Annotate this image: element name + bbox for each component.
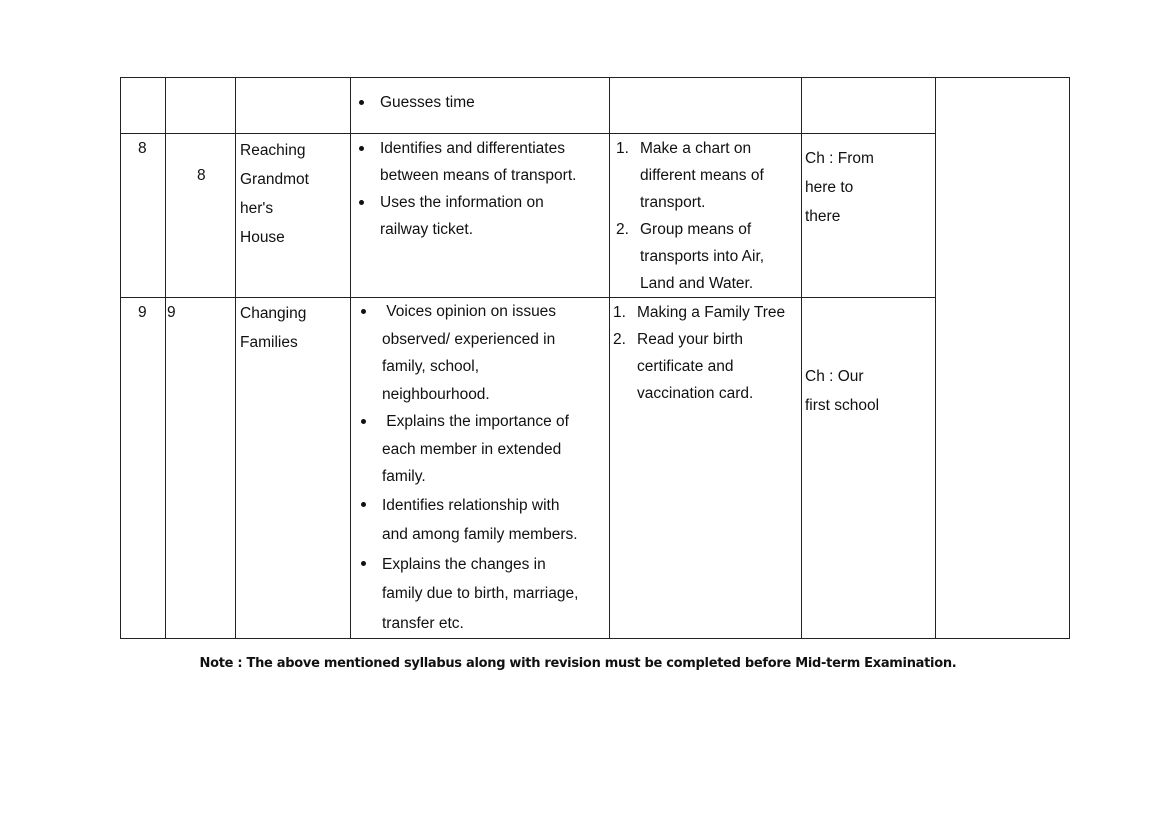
list-item: Voices opinion on issues observed/ experienced in family, school, neighbourhood. <box>351 298 609 408</box>
list-item: Identifies and differentiates between means of transport. <box>351 135 609 189</box>
list-item: 2. Read your birth certificate and vaccination card. <box>613 331 754 402</box>
lesson-cell: Changing Families <box>236 298 351 639</box>
lesson-cell: Reaching Grandmot her's House <box>236 134 351 298</box>
serial-cell <box>121 78 166 134</box>
bullet-icon <box>361 419 366 424</box>
list-item: Explains the importance of each member in extended family. <box>351 408 609 491</box>
chapter-cell: Ch : Our first school <box>802 298 936 639</box>
completion-note: Note : The above mentioned syllabus along with revision must be completed before Mid-term Examination. <box>199 656 957 671</box>
list-item: Guesses time <box>351 89 609 116</box>
bullet-icon <box>361 561 366 566</box>
list-item: Identifies relationship with and among family members. <box>351 491 609 550</box>
table-row <box>121 134 1070 298</box>
list-item: 2. Group means of transports into Air, Land and Water. <box>616 221 765 292</box>
bullet-icon <box>361 502 366 507</box>
outcomes-cell <box>351 78 610 134</box>
activities-cell <box>610 78 802 134</box>
lesson-cell <box>236 78 351 134</box>
periods-cell <box>166 78 236 134</box>
list-item: 1. Making a Family Tree <box>613 304 786 321</box>
list-item: Uses the information on railway ticket. <box>351 189 609 243</box>
outcomes-cell <box>351 134 610 298</box>
outcomes-cell <box>351 298 610 639</box>
serial-cell: 8 <box>121 134 166 298</box>
bullet-icon <box>359 100 364 105</box>
chapter-cell: Ch : From here to there <box>802 134 936 298</box>
chapter-cell <box>802 78 936 134</box>
periods-cell: 8 <box>166 134 236 298</box>
activities-cell <box>610 298 802 639</box>
syllabus-table <box>120 77 1070 639</box>
periods-cell: 9 <box>166 298 236 639</box>
bullet-icon <box>361 309 366 314</box>
list-item: 1. Make a chart on different means of transport. <box>616 140 764 211</box>
table-row-continued <box>121 78 1070 134</box>
activities-cell <box>610 134 802 298</box>
bullet-icon <box>359 146 364 151</box>
remarks-cell <box>936 78 1070 639</box>
serial-cell: 9 <box>121 298 166 639</box>
list-item: Explains the changes in family due to birth, marriage, transfer etc. <box>351 550 609 639</box>
bullet-icon <box>359 200 364 205</box>
table-row <box>121 298 1070 639</box>
